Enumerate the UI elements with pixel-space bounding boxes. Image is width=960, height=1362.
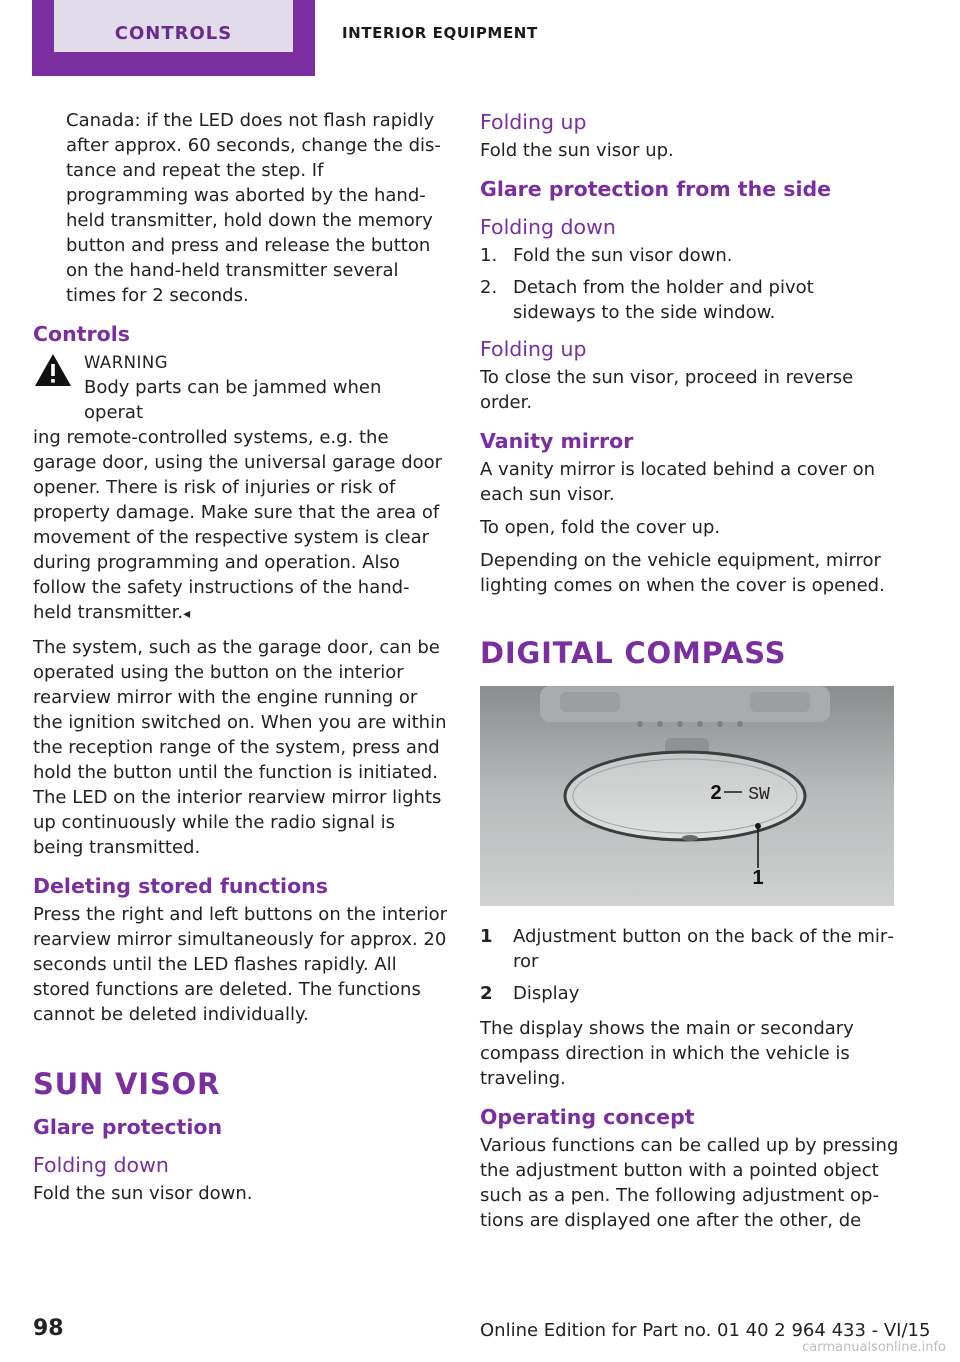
tab-controls[interactable] xyxy=(32,0,315,76)
folding-up-paragraph: Fold the sun visor up. xyxy=(480,140,674,161)
figure-legend xyxy=(480,924,900,1006)
list-item xyxy=(480,243,900,268)
warning-triangle-icon xyxy=(33,352,73,388)
step-text: Detach from the holder and pivot sideways to the side window. xyxy=(513,277,814,323)
legend-text: Display xyxy=(513,983,580,1004)
deleting-paragraph: Press the right and left buttons on the interior rearview mirror simultaneously for approx. 20 seconds until the LED flashes rapidly. All stored functions are deleted. The functions cannot be deleted individually. xyxy=(33,904,448,1025)
header-bar xyxy=(0,0,960,76)
intro-paragraph: Canada: if the LED does not flash rapidly after approx. 60 seconds, change the distance and repeat the step. If programming was aborted by the hand-held transmitter, hold down the memory button and press and release the button on the hand-held transmitter several times for 2 seconds. xyxy=(66,110,441,306)
step-number: 1. xyxy=(480,245,498,266)
folding-up-side-paragraph: To close the sun visor, proceed in reverse order. xyxy=(480,367,854,413)
legend-text: Adjustment button on the back of the mirror xyxy=(513,926,894,972)
step-text: Fold the sun visor down. xyxy=(513,245,733,266)
folding-up-heading: Folding up xyxy=(480,110,587,134)
list-item xyxy=(480,275,900,325)
watermark: carmanualsonline.info xyxy=(802,1340,946,1355)
deleting-heading: Deleting stored functions xyxy=(33,874,328,898)
folding-down-heading: Folding down xyxy=(33,1153,169,1177)
tab-controls-label: CONTROLS xyxy=(54,0,293,52)
legend-number: 2 xyxy=(480,983,493,1004)
folding-up-side-heading: Folding up xyxy=(480,337,587,361)
vanity-paragraph-3: Depending on the vehicle equipment, mirror lighting comes on when the cover is opened. xyxy=(480,550,885,596)
warning-text xyxy=(33,425,448,627)
glare-protection-heading: Glare protection xyxy=(33,1115,223,1139)
compass-mirror-photo xyxy=(480,686,894,906)
display-paragraph: The display shows the main or secondary compass direction in which the vehicle is traveling. xyxy=(480,1018,854,1089)
callout-2: 2 xyxy=(710,782,722,804)
step-number: 2. xyxy=(480,277,498,298)
folding-down-side-heading: Folding down xyxy=(480,215,616,239)
section-label: INTERIOR EQUIPMENT xyxy=(342,24,538,42)
warning-text-rest: ing remote-controlled systems, e.g. the garage door, using the universal garage door opener. There is risk of injuries or risk of property damage. Make sure that the area of movement of the respective system is clear during programming and operation. Also follow the safety instructions of the hand-held transmitter. xyxy=(33,427,443,623)
end-mark-icon: ◂ xyxy=(183,606,191,622)
left-column xyxy=(33,108,448,1214)
steps-list xyxy=(480,243,900,325)
operating-paragraph: Various functions can be called up by pressing the adjustment button with a pointed object such as a pen. The following adjustment options are displayed one after the other, de xyxy=(480,1135,899,1231)
glare-side-heading: Glare protection from the side xyxy=(480,177,832,201)
warning-title: WARNING xyxy=(84,353,169,372)
operating-concept-heading: Operating concept xyxy=(480,1105,695,1129)
right-column xyxy=(480,108,900,1241)
controls-heading: Controls xyxy=(33,322,130,346)
warning-text-first: Body parts can be jammed when operat xyxy=(84,377,382,423)
folding-down-paragraph: Fold the sun visor down. xyxy=(33,1183,253,1204)
system-paragraph: The system, such as the garage door, can be operated using the button on the interior rearview mirror with the engine running or the ignition switched on. When you are within the reception range of the system, press and hold the button until the function is initiated. The LED on the interior rearview mirror lights up continuously while the radio signal is being transmitted. xyxy=(33,637,447,858)
sun-visor-heading: SUN VISOR xyxy=(33,1067,221,1101)
vanity-paragraph-1: A vanity mirror is located behind a cover on each sun visor. xyxy=(480,459,876,505)
digital-compass-heading: DIGITAL COMPASS xyxy=(480,636,787,670)
vanity-paragraph-2: To open, fold the cover up. xyxy=(480,517,721,538)
legend-item xyxy=(480,924,900,974)
page-number: 98 xyxy=(33,1316,64,1341)
edition-footer: Online Edition for Part no. 01 40 2 964 433 - VI/15 xyxy=(480,1320,931,1341)
legend-number: 1 xyxy=(480,926,493,947)
compass-display-text: SW xyxy=(748,785,770,805)
callout-1: 1 xyxy=(752,867,764,889)
vanity-mirror-heading: Vanity mirror xyxy=(480,429,634,453)
warning-block xyxy=(33,350,448,627)
legend-item xyxy=(480,981,900,1006)
